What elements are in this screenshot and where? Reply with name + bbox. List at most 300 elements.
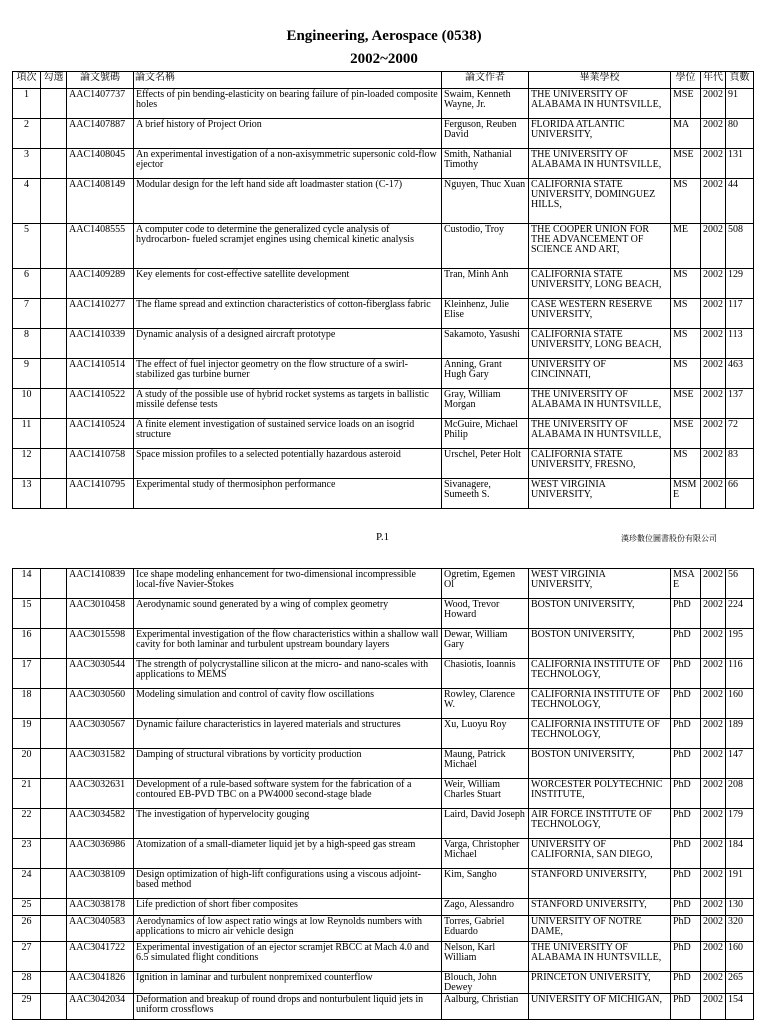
- row-degree: MSE: [671, 389, 701, 419]
- header-title: 論文名稱: [134, 72, 442, 89]
- row-author: Tran, Minh Anh: [442, 269, 529, 299]
- row-year: 2002: [701, 389, 726, 419]
- row-thesis-id: AAC1410758: [67, 449, 134, 479]
- row-thesis-id: AAC3042034: [67, 994, 134, 1020]
- row-number: 25: [13, 899, 41, 916]
- row-number: 3: [13, 149, 41, 179]
- row-degree: PhD: [671, 972, 701, 994]
- row-degree: MA: [671, 119, 701, 149]
- row-thesis-id: AAC1407737: [67, 89, 134, 119]
- row-author: Rowley, Clarence W.: [442, 689, 529, 719]
- row-year: 2002: [701, 224, 726, 269]
- row-number: 19: [13, 719, 41, 749]
- row-pages: 179: [726, 809, 754, 839]
- row-school: AIR FORCE INSTITUTE OF TECHNOLOGY,: [529, 809, 671, 839]
- row-degree: PhD: [671, 869, 701, 899]
- row-school: UNIVERSITY OF MICHIGAN,: [529, 994, 671, 1020]
- row-thesis-title: Deformation and breakup of round drops and nonturbulent liquid jets in uniform crossflows: [134, 994, 442, 1020]
- row-author: Zago, Alessandro: [442, 899, 529, 916]
- row-school: FLORIDA ATLANTIC UNIVERSITY,: [529, 119, 671, 149]
- table-row: [13, 689, 754, 719]
- row-pages: 224: [726, 599, 754, 629]
- row-school: CASE WESTERN RESERVE UNIVERSITY,: [529, 299, 671, 329]
- row-check-cell[interactable]: [41, 569, 67, 599]
- row-check-cell[interactable]: [41, 869, 67, 899]
- row-thesis-title: Experimental investigation of an ejector scramjet RBCC at Mach 4.0 and 6.5 simulated flight conditions: [134, 942, 442, 972]
- row-number: 10: [13, 389, 41, 419]
- row-school: BOSTON UNIVERSITY,: [529, 599, 671, 629]
- row-pages: 44: [726, 179, 754, 224]
- row-number: 11: [13, 419, 41, 449]
- row-check-cell[interactable]: [41, 449, 67, 479]
- row-thesis-title: Development of a rule-based software system for the fabrication of a contoured EB-PVD TBC on a PW4000 second-stage blade: [134, 779, 442, 809]
- row-thesis-title: Dynamic failure characteristics in layered materials and structures: [134, 719, 442, 749]
- row-thesis-title: Modular design for the left hand side aft loadmaster station (C-17): [134, 179, 442, 224]
- table-row: [13, 89, 754, 119]
- row-author: Anning, Grant Hugh Gary: [442, 359, 529, 389]
- row-author: Swaim, Kenneth Wayne, Jr.: [442, 89, 529, 119]
- row-thesis-title: A finite element investigation of sustained service loads on an isogrid structure: [134, 419, 442, 449]
- header-id: 論文號碼: [67, 72, 134, 89]
- row-thesis-title: The flame spread and extinction characteristics of cotton-fiberglass fabric: [134, 299, 442, 329]
- row-pages: 184: [726, 839, 754, 869]
- row-degree: PhD: [671, 916, 701, 942]
- row-check-cell[interactable]: [41, 389, 67, 419]
- row-number: 15: [13, 599, 41, 629]
- row-author: Laird, David Joseph: [442, 809, 529, 839]
- row-thesis-id: AAC3030560: [67, 689, 134, 719]
- row-year: 2002: [701, 569, 726, 599]
- document-title: Engineering, Aerospace (0538): [286, 28, 482, 44]
- row-number: 23: [13, 839, 41, 869]
- row-check-cell[interactable]: [41, 149, 67, 179]
- row-thesis-title: The strength of polycrystalline silicon at the micro- and nano-scales with applications to MEMS: [134, 659, 442, 689]
- row-year: 2002: [701, 749, 726, 779]
- table-row: [13, 569, 754, 599]
- row-degree: MSE: [671, 149, 701, 179]
- row-school: WEST VIRGINIA UNIVERSITY,: [529, 479, 671, 509]
- row-author: Xu, Luoyu Roy: [442, 719, 529, 749]
- row-pages: 137: [726, 389, 754, 419]
- row-check-cell[interactable]: [41, 479, 67, 509]
- row-author: Gray, William Morgan: [442, 389, 529, 419]
- row-year: 2002: [701, 689, 726, 719]
- row-degree: ME: [671, 224, 701, 269]
- row-author: Ferguson, Reuben David: [442, 119, 529, 149]
- row-number: 26: [13, 916, 41, 942]
- row-thesis-id: AAC3040583: [67, 916, 134, 942]
- table-body-page-2: [13, 569, 754, 1020]
- row-pages: 463: [726, 359, 754, 389]
- table-row: [13, 449, 754, 479]
- row-number: 18: [13, 689, 41, 719]
- row-pages: 195: [726, 629, 754, 659]
- row-year: 2002: [701, 299, 726, 329]
- row-thesis-id: AAC3041722: [67, 942, 134, 972]
- row-thesis-title: A brief history of Project Orion: [134, 119, 442, 149]
- row-thesis-title: Damping of structural vibrations by vorticity production: [134, 749, 442, 779]
- row-pages: 66: [726, 479, 754, 509]
- table-row: [13, 629, 754, 659]
- row-pages: 72: [726, 419, 754, 449]
- row-number: 28: [13, 972, 41, 994]
- table-row: [13, 809, 754, 839]
- row-thesis-title: Modeling simulation and control of cavity flow oscillations: [134, 689, 442, 719]
- row-number: 7: [13, 299, 41, 329]
- row-school: WEST VIRGINIA UNIVERSITY,: [529, 569, 671, 599]
- row-number: 1: [13, 89, 41, 119]
- row-number: 22: [13, 809, 41, 839]
- row-pages: 131: [726, 149, 754, 179]
- row-pages: 113: [726, 329, 754, 359]
- row-pages: 160: [726, 942, 754, 972]
- header-pages: 頁數: [726, 72, 754, 89]
- thesis-table-page-2: [12, 568, 754, 1020]
- row-thesis-title: A computer code to determine the generalized cycle analysis of hydrocarbon- fueled scramjet engines using chemical kinetic analysis: [134, 224, 442, 269]
- row-thesis-title: Atomization of a small-diameter liquid jet by a high-speed gas stream: [134, 839, 442, 869]
- row-year: 2002: [701, 119, 726, 149]
- row-number: 6: [13, 269, 41, 299]
- company-name: 漢珍數位圖書股份有限公司: [621, 534, 717, 543]
- page-number: P.1: [376, 531, 390, 543]
- row-degree: MS: [671, 299, 701, 329]
- row-thesis-id: AAC1410277: [67, 299, 134, 329]
- row-year: 2002: [701, 179, 726, 224]
- row-author: Torres, Gabriel Eduardo: [442, 916, 529, 942]
- row-author: Dewar, William Gary: [442, 629, 529, 659]
- row-author: Aalburg, Christian: [442, 994, 529, 1020]
- row-year: 2002: [701, 599, 726, 629]
- row-check-cell[interactable]: [41, 839, 67, 869]
- header-degree: 學位: [671, 72, 701, 89]
- row-author: Nguyen, Thuc Xuan: [442, 179, 529, 224]
- row-number: 17: [13, 659, 41, 689]
- table-row: [13, 479, 754, 509]
- row-thesis-id: AAC1408045: [67, 149, 134, 179]
- row-check-cell[interactable]: [41, 942, 67, 972]
- row-thesis-id: AAC1409289: [67, 269, 134, 299]
- row-year: 2002: [701, 629, 726, 659]
- row-number: 4: [13, 179, 41, 224]
- row-thesis-id: AAC1408555: [67, 224, 134, 269]
- row-school: PRINCETON UNIVERSITY,: [529, 972, 671, 994]
- row-thesis-title: Dynamic analysis of a designed aircraft prototype: [134, 329, 442, 359]
- row-thesis-title: Aerodynamic sound generated by a wing of complex geometry: [134, 599, 442, 629]
- table-row: [13, 659, 754, 689]
- row-author: Ogretim, Egemen Ol: [442, 569, 529, 599]
- table-header-row: [13, 72, 754, 89]
- header-year: 年代: [701, 72, 726, 89]
- table-row: [13, 899, 754, 916]
- row-degree: MSE: [671, 419, 701, 449]
- row-pages: 147: [726, 749, 754, 779]
- row-thesis-id: AAC3038178: [67, 899, 134, 916]
- row-check-cell[interactable]: [41, 269, 67, 299]
- row-check-cell[interactable]: [41, 329, 67, 359]
- row-degree: MSAE: [671, 569, 701, 599]
- row-year: 2002: [701, 972, 726, 994]
- table-row: [13, 149, 754, 179]
- row-school: CALIFORNIA INSTITUTE OF TECHNOLOGY,: [529, 659, 671, 689]
- table-row: [13, 749, 754, 779]
- row-pages: 80: [726, 119, 754, 149]
- row-degree: PhD: [671, 689, 701, 719]
- table-row: [13, 994, 754, 1020]
- header-author: 論文作者: [442, 72, 529, 89]
- row-check-cell[interactable]: [41, 89, 67, 119]
- row-school: CALIFORNIA INSTITUTE OF TECHNOLOGY,: [529, 689, 671, 719]
- row-year: 2002: [701, 149, 726, 179]
- row-year: 2002: [701, 869, 726, 899]
- row-pages: 116: [726, 659, 754, 689]
- row-year: 2002: [701, 479, 726, 509]
- table-row: [13, 916, 754, 942]
- row-thesis-title: Ignition in laminar and turbulent nonpremixed counterflow: [134, 972, 442, 994]
- row-degree: PhD: [671, 994, 701, 1020]
- row-number: 13: [13, 479, 41, 509]
- row-check-cell[interactable]: [41, 224, 67, 269]
- row-school: THE UNIVERSITY OF ALABAMA IN HUNTSVILLE,: [529, 942, 671, 972]
- row-check-cell[interactable]: [41, 994, 67, 1020]
- row-thesis-title: An experimental investigation of a non-axisymmetric supersonic cold-flow ejector: [134, 149, 442, 179]
- row-number: 9: [13, 359, 41, 389]
- row-pages: 91: [726, 89, 754, 119]
- table-row: [13, 269, 754, 299]
- row-number: 20: [13, 749, 41, 779]
- row-check-cell[interactable]: [41, 599, 67, 629]
- row-check-cell[interactable]: [41, 299, 67, 329]
- table-row: [13, 719, 754, 749]
- row-school: UNIVERSITY OF CALIFORNIA, SAN DIEGO,: [529, 839, 671, 869]
- table-row: [13, 224, 754, 269]
- row-school: THE UNIVERSITY OF ALABAMA IN HUNTSVILLE,: [529, 149, 671, 179]
- row-author: Sivanagere, Sumeeth S.: [442, 479, 529, 509]
- row-pages: 83: [726, 449, 754, 479]
- row-check-cell[interactable]: [41, 916, 67, 942]
- row-check-cell[interactable]: [41, 629, 67, 659]
- row-thesis-id: AAC3015598: [67, 629, 134, 659]
- row-thesis-id: AAC1410839: [67, 569, 134, 599]
- row-school: CALIFORNIA STATE UNIVERSITY, LONG BEACH,: [529, 329, 671, 359]
- row-pages: 160: [726, 689, 754, 719]
- row-year: 2002: [701, 329, 726, 359]
- row-check-cell[interactable]: [41, 972, 67, 994]
- row-school: CALIFORNIA INSTITUTE OF TECHNOLOGY,: [529, 719, 671, 749]
- row-thesis-id: AAC3041826: [67, 972, 134, 994]
- row-degree: MS: [671, 359, 701, 389]
- row-degree: MS: [671, 269, 701, 299]
- row-year: 2002: [701, 359, 726, 389]
- table-row: [13, 329, 754, 359]
- row-number: 16: [13, 629, 41, 659]
- row-pages: 130: [726, 899, 754, 916]
- row-thesis-title: Ice shape modeling enhancement for two-dimensional incompressible local-five Navier-Stokes: [134, 569, 442, 599]
- row-school: BOSTON UNIVERSITY,: [529, 629, 671, 659]
- table-row: [13, 119, 754, 149]
- row-degree: PhD: [671, 659, 701, 689]
- row-number: 5: [13, 224, 41, 269]
- row-year: 2002: [701, 89, 726, 119]
- row-pages: 189: [726, 719, 754, 749]
- header-school: 畢業學校: [529, 72, 671, 89]
- row-school: WORCESTER POLYTECHNIC INSTITUTE,: [529, 779, 671, 809]
- row-author: Blouch, John Dewey: [442, 972, 529, 994]
- row-thesis-id: AAC1410524: [67, 419, 134, 449]
- row-thesis-id: AAC3036986: [67, 839, 134, 869]
- row-check-cell[interactable]: [41, 749, 67, 779]
- row-check-cell[interactable]: [41, 899, 67, 916]
- row-degree: PhD: [671, 809, 701, 839]
- row-thesis-title: Experimental study of thermosiphon performance: [134, 479, 442, 509]
- row-thesis-id: AAC3031582: [67, 749, 134, 779]
- row-number: 8: [13, 329, 41, 359]
- row-author: Kleinhenz, Julie Elise: [442, 299, 529, 329]
- row-number: 21: [13, 779, 41, 809]
- row-pages: 56: [726, 569, 754, 599]
- row-author: Maung, Patrick Michael: [442, 749, 529, 779]
- row-check-cell[interactable]: [41, 809, 67, 839]
- row-degree: PhD: [671, 719, 701, 749]
- row-author: Custodio, Troy: [442, 224, 529, 269]
- row-pages: 117: [726, 299, 754, 329]
- row-thesis-id: AAC1410522: [67, 389, 134, 419]
- row-degree: MSME: [671, 479, 701, 509]
- row-year: 2002: [701, 994, 726, 1020]
- row-check-cell[interactable]: [41, 689, 67, 719]
- row-thesis-title: The investigation of hypervelocity gouging: [134, 809, 442, 839]
- row-year: 2002: [701, 449, 726, 479]
- row-degree: PhD: [671, 629, 701, 659]
- row-school: UNIVERSITY OF CINCINNATI,: [529, 359, 671, 389]
- row-school: CALIFORNIA STATE UNIVERSITY, FRESNO,: [529, 449, 671, 479]
- row-pages: 508: [726, 224, 754, 269]
- row-school: THE UNIVERSITY OF ALABAMA IN HUNTSVILLE,: [529, 419, 671, 449]
- row-degree: PhD: [671, 899, 701, 916]
- row-number: 14: [13, 569, 41, 599]
- row-pages: 154: [726, 994, 754, 1020]
- row-school: THE COOPER UNION FOR THE ADVANCEMENT OF SCIENCE AND ART,: [529, 224, 671, 269]
- row-degree: MS: [671, 449, 701, 479]
- row-thesis-id: AAC1410795: [67, 479, 134, 509]
- row-pages: 129: [726, 269, 754, 299]
- row-number: 27: [13, 942, 41, 972]
- row-thesis-id: AAC3038109: [67, 869, 134, 899]
- row-school: THE UNIVERSITY OF ALABAMA IN HUNTSVILLE,: [529, 89, 671, 119]
- row-thesis-id: AAC1407887: [67, 119, 134, 149]
- table-row: [13, 599, 754, 629]
- row-thesis-title: Life prediction of short fiber composites: [134, 899, 442, 916]
- row-check-cell[interactable]: [41, 419, 67, 449]
- row-school: CALIFORNIA STATE UNIVERSITY, LONG BEACH,: [529, 269, 671, 299]
- row-year: 2002: [701, 899, 726, 916]
- row-school: STANFORD UNIVERSITY,: [529, 869, 671, 899]
- row-author: Urschel, Peter Holt: [442, 449, 529, 479]
- table-row: [13, 972, 754, 994]
- row-check-cell[interactable]: [41, 119, 67, 149]
- row-number: 29: [13, 994, 41, 1020]
- row-thesis-title: Aerodynamics of low aspect ratio wings at low Reynolds numbers with applications to micro air vehicle design: [134, 916, 442, 942]
- row-number: 12: [13, 449, 41, 479]
- row-number: 24: [13, 869, 41, 899]
- row-author: Wood, Trevor Howard: [442, 599, 529, 629]
- document-subtitle: 2002~2000: [350, 51, 418, 67]
- row-year: 2002: [701, 839, 726, 869]
- row-check-cell[interactable]: [41, 659, 67, 689]
- row-check-cell[interactable]: [41, 719, 67, 749]
- row-degree: PhD: [671, 749, 701, 779]
- row-year: 2002: [701, 719, 726, 749]
- row-thesis-id: AAC1408149: [67, 179, 134, 224]
- table-row: [13, 419, 754, 449]
- row-school: STANFORD UNIVERSITY,: [529, 899, 671, 916]
- row-thesis-title: Space mission profiles to a selected potentially hazardous asteroid: [134, 449, 442, 479]
- row-check-cell[interactable]: [41, 779, 67, 809]
- row-pages: 265: [726, 972, 754, 994]
- row-author: McGuire, Michael Philip: [442, 419, 529, 449]
- row-degree: PhD: [671, 779, 701, 809]
- row-author: Nelson, Karl William: [442, 942, 529, 972]
- row-year: 2002: [701, 419, 726, 449]
- row-thesis-id: AAC1410514: [67, 359, 134, 389]
- row-thesis-title: A study of the possible use of hybrid rocket systems as targets in ballistic missile defense tests: [134, 389, 442, 419]
- row-thesis-id: AAC3010458: [67, 599, 134, 629]
- row-year: 2002: [701, 659, 726, 689]
- header-no: 項次: [13, 72, 41, 89]
- row-author: Smith, Nathanial Timothy: [442, 149, 529, 179]
- row-degree: MS: [671, 329, 701, 359]
- row-pages: 320: [726, 916, 754, 942]
- row-thesis-id: AAC3030544: [67, 659, 134, 689]
- table-row: [13, 389, 754, 419]
- row-thesis-title: Design optimization of high-lift configurations using a viscous adjoint-based method: [134, 869, 442, 899]
- row-thesis-title: Effects of pin bending-elasticity on bearing failure of pin-loaded composite holes: [134, 89, 442, 119]
- row-thesis-id: AAC3032631: [67, 779, 134, 809]
- row-thesis-id: AAC1410339: [67, 329, 134, 359]
- table-row: [13, 869, 754, 899]
- row-check-cell[interactable]: [41, 359, 67, 389]
- row-thesis-title: Experimental investigation of the flow characteristics within a shallow wall cavity for both laminar and turbulent upstream boundary layers: [134, 629, 442, 659]
- row-author: Kim, Sangho: [442, 869, 529, 899]
- row-author: Varga, Christopher Michael: [442, 839, 529, 869]
- row-school: BOSTON UNIVERSITY,: [529, 749, 671, 779]
- row-check-cell[interactable]: [41, 179, 67, 224]
- row-year: 2002: [701, 269, 726, 299]
- row-degree: MS: [671, 179, 701, 224]
- row-thesis-title: The effect of fuel injector geometry on the flow structure of a swirl-stabilized gas turbine burner: [134, 359, 442, 389]
- table-row: [13, 359, 754, 389]
- table-row: [13, 779, 754, 809]
- row-year: 2002: [701, 942, 726, 972]
- row-degree: PhD: [671, 942, 701, 972]
- table-body-page-1: [13, 89, 754, 509]
- thesis-table-page-1: [12, 71, 754, 509]
- table-row: [13, 942, 754, 972]
- table-row: [13, 299, 754, 329]
- table-row: [13, 179, 754, 224]
- row-thesis-id: AAC3030567: [67, 719, 134, 749]
- row-number: 2: [13, 119, 41, 149]
- row-author: Sakamoto, Yasushi: [442, 329, 529, 359]
- row-school: THE UNIVERSITY OF ALABAMA IN HUNTSVILLE,: [529, 389, 671, 419]
- row-thesis-id: AAC3034582: [67, 809, 134, 839]
- row-degree: PhD: [671, 599, 701, 629]
- table-row: [13, 839, 754, 869]
- row-school: UNIVERSITY OF NOTRE DAME,: [529, 916, 671, 942]
- row-year: 2002: [701, 809, 726, 839]
- row-author: Chasiotis, Ioannis: [442, 659, 529, 689]
- row-year: 2002: [701, 916, 726, 942]
- row-thesis-title: Key elements for cost-effective satellite development: [134, 269, 442, 299]
